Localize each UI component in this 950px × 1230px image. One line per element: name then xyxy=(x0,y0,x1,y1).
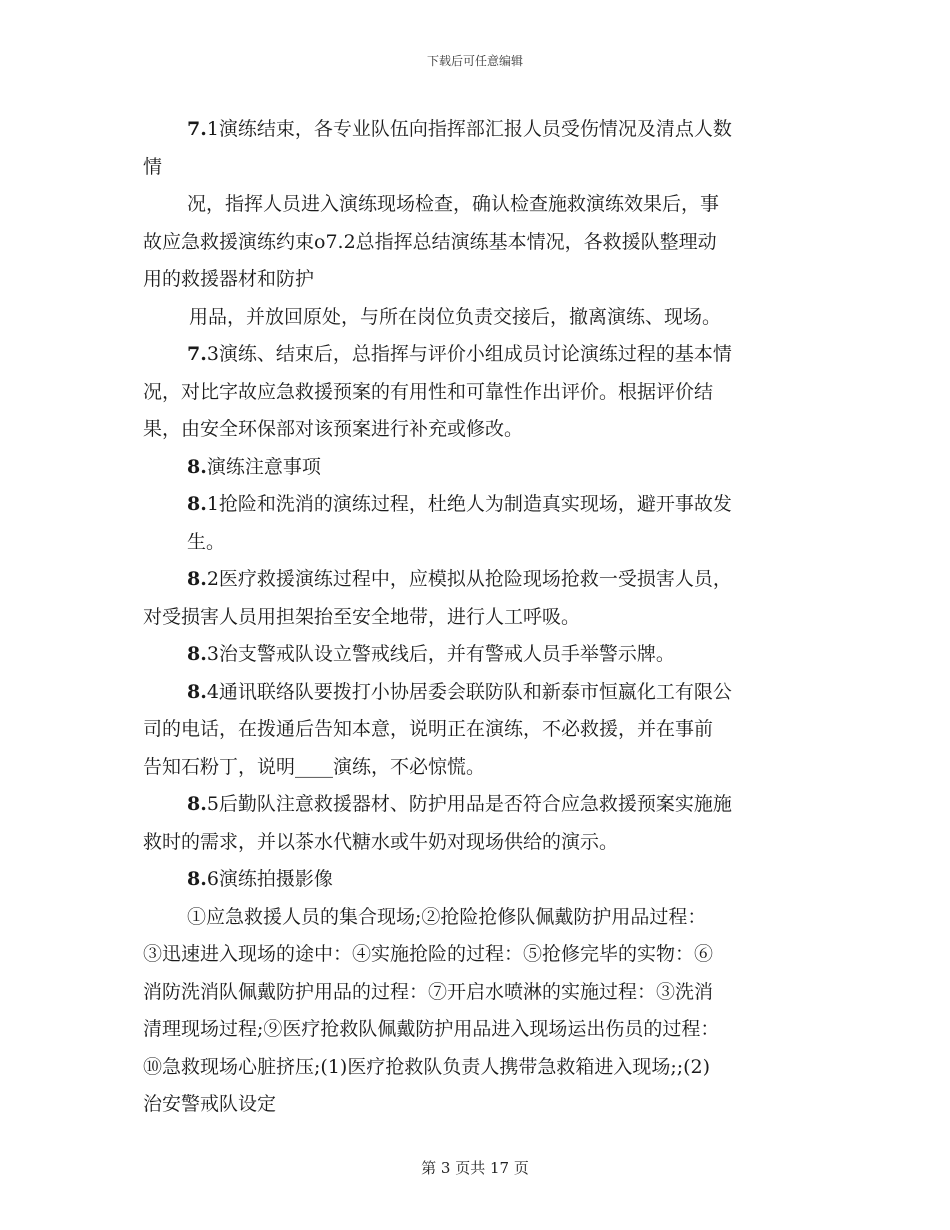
section-number: 8. xyxy=(187,680,207,703)
line-text: 况，指挥人员进入演练现场检查，确认检查施救演练效果后，事 xyxy=(187,193,720,215)
line-text: 用的救援器材和防护 xyxy=(143,268,315,290)
text-line xyxy=(143,299,823,337)
line-text: 5后勤队注意救援器材、防护用品是否符合应急救援预案实施施 xyxy=(206,793,732,815)
line-text: 演练注意事项 xyxy=(206,455,321,478)
line-text: 生。 xyxy=(187,530,226,553)
line-text: ⑩急救现场心脏挤压;(1)医疗抢救队负责人携带急救箱进入现场;;(2) xyxy=(143,1055,711,1078)
text-line xyxy=(143,711,823,749)
text-line xyxy=(143,336,823,374)
line-text: 果，由安全环保部对该预案进行补充或修改。 xyxy=(143,418,524,440)
text-line xyxy=(143,374,823,412)
line-text: ③迅速进入现场的途中：④实施抢险的过程：⑤抢修完毕的实物：⑥ xyxy=(143,943,714,965)
text-line xyxy=(143,599,823,637)
section-number: 8. xyxy=(187,868,207,890)
section-number: 8. xyxy=(187,568,207,590)
section-number: 8. xyxy=(187,455,207,478)
line-text: 司的电话，在拨通后告知本意，说明正在演练，不必救援，并在事前 xyxy=(143,718,714,740)
line-text: 故应急救援演练约束o7.2总指挥总结演练基本情况，各救援队整理动 xyxy=(143,230,717,253)
line-text: 救时的需求，并以茶水代糖水或牛奶对现场供给的演示。 xyxy=(143,830,619,853)
text-line xyxy=(143,936,823,974)
text-line xyxy=(143,749,823,787)
text-line xyxy=(143,674,823,712)
text-line xyxy=(143,1049,823,1087)
section-number: 8. xyxy=(187,643,207,665)
text-line xyxy=(143,899,823,937)
section-number: 7. xyxy=(187,343,207,365)
line-text: 用品，并放回原处，与所在岗位负责交接后，撤离演练、现场。 xyxy=(189,305,722,328)
page-header: 下载后可任意编辑 xyxy=(426,54,523,68)
section-number: 7. xyxy=(187,118,207,140)
text-line xyxy=(143,111,823,149)
line-text: ①应急救援人员的集合现场;②抢险抢修队佩戴防护用品过程： xyxy=(187,905,707,928)
text-line xyxy=(143,449,823,487)
line-text: 情 xyxy=(143,155,163,178)
line-text: 2医疗救援演练过程中，应模拟从抢险现场抢救一受损害人员， xyxy=(206,568,732,590)
line-text: 况，对比字故应急救援预案的有用性和可靠性作出评价。根据评价结 xyxy=(143,380,714,403)
text-line xyxy=(143,486,823,524)
text-line xyxy=(143,974,823,1012)
text-line xyxy=(143,1086,823,1124)
section-number: 8. xyxy=(187,793,207,815)
text-line xyxy=(143,524,823,562)
text-line xyxy=(143,561,823,599)
text-line xyxy=(143,186,823,224)
text-line xyxy=(143,149,823,187)
line-text: 告知石粉丁，说明____演练，不必惊慌。 xyxy=(143,755,486,778)
document-body xyxy=(143,111,823,1124)
line-text: 对受损害人员用担架抬至安全地带，进行人工呼吸。 xyxy=(143,605,581,628)
text-line xyxy=(143,224,823,262)
line-text: 4通讯联络队要拨打小协居委会联防队和新泰市恒嬴化工有限公 xyxy=(206,680,732,703)
section-number: 8. xyxy=(187,493,207,515)
text-line xyxy=(143,861,823,899)
page-footer: 第 3 页共 17 页 xyxy=(421,1159,529,1177)
text-line xyxy=(143,411,823,449)
line-text: 6演练拍摄影像 xyxy=(206,868,333,890)
text-line xyxy=(143,261,823,299)
line-text: 3演练、结束后，总指挥与评价小组成员讨论演练过程的基本情 xyxy=(206,343,732,365)
line-text: 1抢险和洗消的演练过程，杜绝人为制造真实现场，避开事故发 xyxy=(206,493,732,515)
line-text: 消防洗消队佩戴防护用品的过程：⑦开启水喷淋的实施过程：③洗消 xyxy=(143,980,714,1003)
line-text: 1演练结束，各专业队伍向指挥部汇报人员受伤情况及清点人数 xyxy=(206,118,732,140)
line-text: 清理现场过程;⑨医疗抢救队佩戴防护用品进入现场运出伤员的过程： xyxy=(143,1018,720,1040)
text-line xyxy=(143,824,823,862)
text-line xyxy=(143,786,823,824)
text-line xyxy=(143,636,823,674)
line-text: 治安警戒队设定 xyxy=(143,1093,277,1115)
line-text: 3治支警戒队设立警戒线后，并有警戒人员手举警示牌。 xyxy=(206,643,675,665)
text-line xyxy=(143,1011,823,1049)
